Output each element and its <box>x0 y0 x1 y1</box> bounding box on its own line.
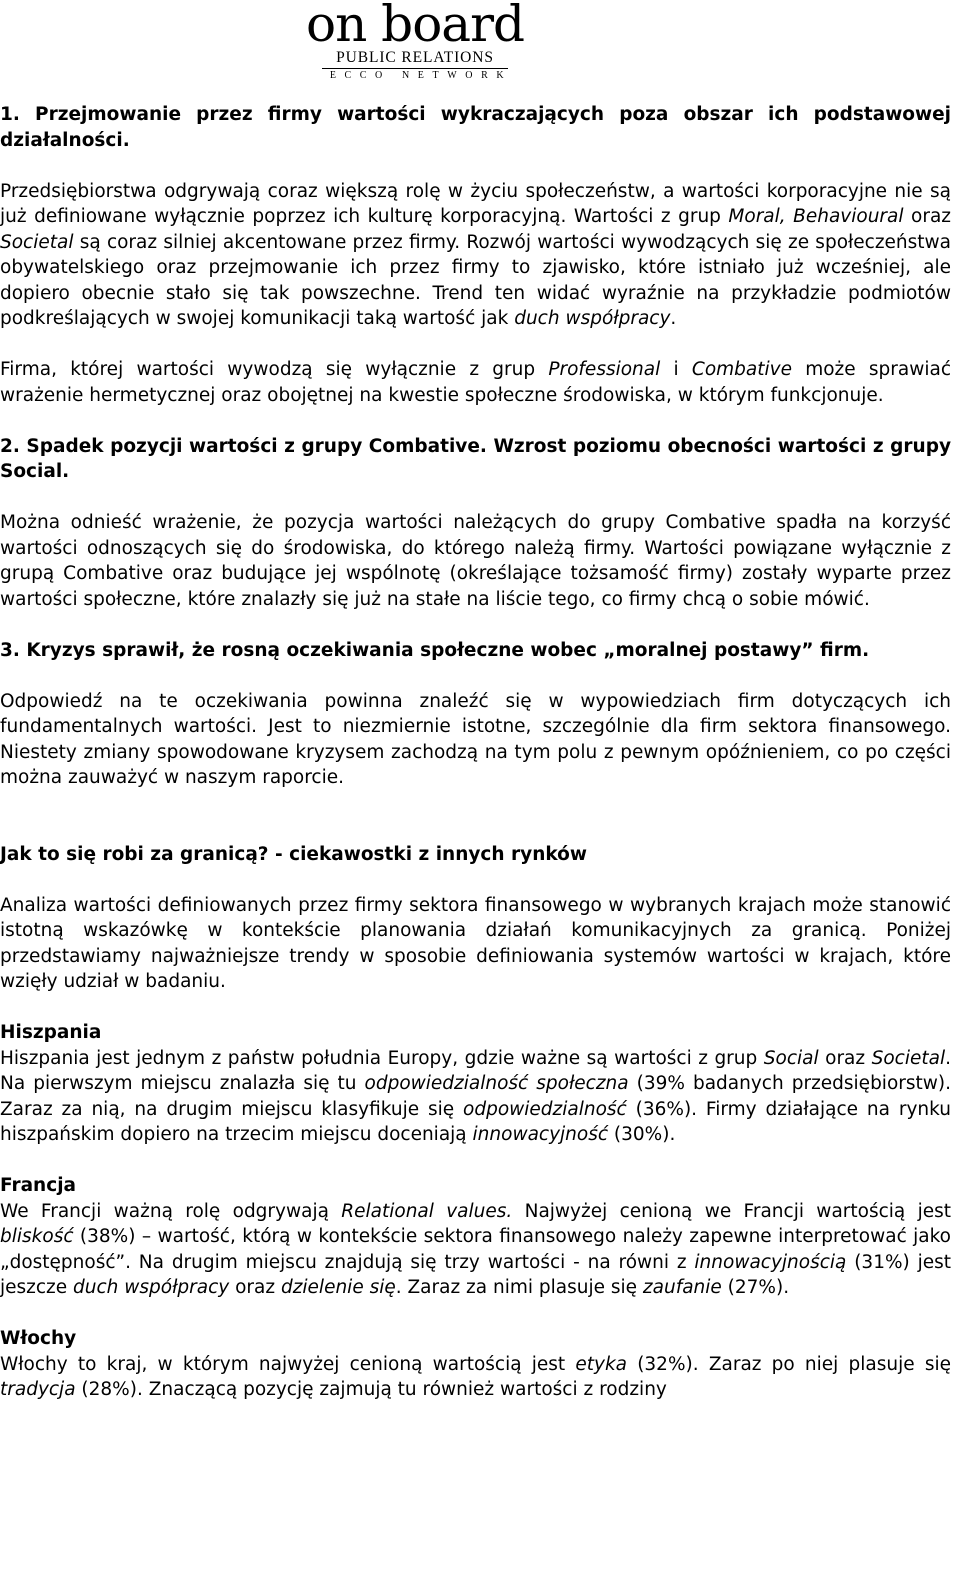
section-3-heading: 3. Kryzys sprawił, że rosną oczekiwania społeczne wobec „moralnej postawy” firm. <box>0 639 870 661</box>
text-run: oraz <box>229 1277 281 1298</box>
logo-wordmark: on board <box>305 0 525 53</box>
italic-term: Societal <box>871 1047 946 1069</box>
italic-term: Relational values. <box>341 1200 513 1222</box>
text-run: są coraz silniej akcentowane przez firmy. Rozwój wartości wywodzących się ze społeczeństwa obywatelskiego oraz przejmowanie ich przez firmy to zjawisko, które istniało już wcześniej, ale dopiero obecnie stało się tak powszechne. Trend ten widać wyraźnie na przykładzie podmiotów podkreślających w swojej komunikacji taką wartość jak <box>0 231 951 329</box>
abroad-paragraph: Analiza wartości definiowanych przez firmy sektora finansowego w wybranych krajach może stanowić istotną wskazówkę w kontekście planowania działań komunikacyjnych za granicą. Poniżej przedstawiamy najważniejsze trendy w sposobie definiowania systemów wartości w krajach, które wzięły udział w badaniu. <box>0 894 951 992</box>
spain-heading: Hiszpania <box>0 1022 102 1043</box>
section-2-paragraph: Można odnieść wrażenie, że pozycja wartości należących do grupy Combative spadła na korzyść wartości odnoszących się do środowiska, do którego należą firmy. Wartości powiązane wyłącznie z grupą Combative oraz budujące jej wspólnotę (określające tożsamość firmy) zostały wyparte przez wartości społeczne, które znalazły się już na stałe na liście tego, co firmy chcą o sobie mówić. <box>0 512 951 610</box>
italic-term: tradycja <box>0 1379 76 1400</box>
text-run: (27%). <box>721 1277 790 1298</box>
text-run: (32%). Zaraz po niej plasuje się <box>627 1353 951 1375</box>
italic-term: Societal <box>0 231 74 253</box>
text-run: . <box>670 308 677 329</box>
abroad-heading: Jak to się robi za granicą? - ciekawostki z innych rynków <box>0 843 587 865</box>
text-run: może sprawiać wrażenie hermetycznej oraz obojętnej na kwestie społeczne środowiska, w którym funkcjonuje. <box>0 359 951 406</box>
italic-term: odpowiedzialność <box>463 1098 627 1120</box>
italy-heading: Włochy <box>0 1328 77 1349</box>
text-run: Firma, której wartości wywodzą się wyłącznie z grup <box>0 359 549 380</box>
text-run: (30%). <box>608 1124 676 1145</box>
text-run: Hiszpania jest jednym z państw południa Europy, gdzie ważne są wartości z grup <box>0 1047 764 1069</box>
italic-term: duch współpracy <box>514 308 671 329</box>
italic-term: innowacyjnością <box>694 1251 847 1273</box>
logo-network: ECCO NETWORK <box>329 70 513 81</box>
italic-term: zaufanie <box>642 1277 722 1298</box>
italic-term: Professional <box>548 359 661 380</box>
section-1-paragraph-2 <box>0 357 951 408</box>
italic-term: duch współpracy <box>73 1277 230 1298</box>
italic-term: dzielenie się <box>280 1277 396 1298</box>
text-run: (38%) – wartość, którą w kontekście sektora finansowego należy zapewne interpretować jako „dostępność”. Na drugim miejscu znajdują się trzy wartości - na równi z <box>0 1226 951 1273</box>
text-run: . Na pierwszym miejscu znalazła się tu <box>0 1047 951 1094</box>
italic-term: Combative <box>691 359 792 380</box>
text-run: . Zaraz za nimi plasuje się <box>395 1277 643 1298</box>
section-3-paragraph: Odpowiedź na te oczekiwania powinna znaleźć się w wypowiedziach firm dotyczących ich fundamentalnych wartości. Jest to niezmiernie istotne, szczególnie dla firm sektora finansowego. Niestety zmiany spowodowane kryzysem zachodzą na tym polu z pewnym opóźnieniem, co po części można zauważyć w naszym raporcie. <box>0 690 951 788</box>
italy-paragraph <box>0 1352 951 1403</box>
italic-term: odpowiedzialność społeczna <box>364 1073 629 1094</box>
logo-subtitle: PUBLIC RELATIONS <box>336 49 494 66</box>
section-1-paragraph-1 <box>0 179 951 332</box>
italic-term: etyka <box>575 1353 627 1375</box>
section-1-heading: 1. Przejmowanie przez firmy wartości wykraczających poza obszar ich podstawowej działalności. <box>0 104 951 151</box>
text-run: oraz <box>818 1047 872 1069</box>
france-paragraph <box>0 1199 951 1301</box>
text-run: Najwyżej cenioną we Francji wartością jest <box>512 1200 951 1222</box>
text-run: (31%) jest jeszcze <box>0 1251 952 1298</box>
document-body <box>0 102 951 1403</box>
italic-term: Social <box>763 1047 819 1069</box>
italic-term: bliskość <box>0 1226 74 1247</box>
text-run: Przedsiębiorstwa odgrywają coraz większą rolę w życiu społeczeństw, a wartości korporacyjne nie są już definiowane wyłącznie poprzez ich kulturę korporacyjną. Wartości z grup <box>0 180 951 227</box>
section-2-heading: 2. Spadek pozycji wartości z grupy Combative. Wzrost poziomu obecności wartości z grupy Social. <box>0 435 951 482</box>
text-run: Włochy to kraj, w którym najwyżej cenioną wartością jest <box>0 1353 576 1375</box>
italic-term: innowacyjność <box>472 1124 609 1145</box>
france-heading: Francja <box>0 1175 77 1196</box>
text-run: oraz <box>903 206 951 227</box>
text-run: (36%). Firmy działające na rynku hiszpańskim dopiero na trzecim miejscu doceniają <box>0 1098 951 1145</box>
text-run: We Francji ważną rolę odgrywają <box>0 1200 342 1222</box>
text-run: (39% badanych przedsiębiorstw). Zaraz za nią, na drugim miejscu klasyfikuje się <box>0 1073 951 1120</box>
italic-term: Moral, Behavioural <box>728 206 904 227</box>
company-logo <box>300 0 530 83</box>
spain-paragraph <box>0 1046 951 1148</box>
text-run: (28%). Znaczącą pozycję zajmują tu również wartości z rodziny <box>75 1379 667 1400</box>
text-run: i <box>660 359 692 380</box>
